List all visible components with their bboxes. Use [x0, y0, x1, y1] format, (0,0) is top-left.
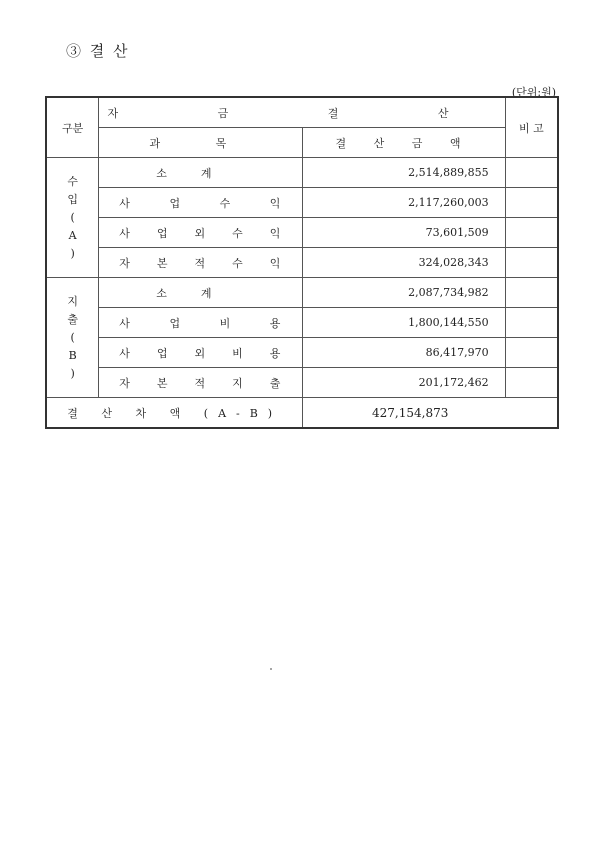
- scan-speck: [270, 668, 272, 670]
- row-item: [99, 338, 303, 368]
- row-amount: 2,514,889,855: [303, 158, 505, 188]
- balance-row: [46, 398, 558, 429]
- row-item-char: 익: [269, 256, 281, 270]
- header-category: 구분: [46, 97, 99, 158]
- row-item-char: 적: [194, 256, 206, 270]
- balance-amount: 427,154,873: [303, 398, 558, 429]
- row-item-char: 업: [169, 316, 181, 330]
- header-item: 과 목: [99, 128, 303, 158]
- side-label-char: (: [70, 210, 75, 224]
- expense-label: [46, 278, 99, 398]
- table-row: [46, 218, 558, 248]
- row-amount: 201,172,462: [303, 368, 505, 398]
- row-item: [99, 218, 303, 248]
- row-amount: 2,087,734,982: [303, 278, 505, 308]
- side-label-char: (: [70, 330, 75, 344]
- row-item-char: 사: [119, 346, 130, 360]
- row-amount: 86,417,970: [303, 338, 505, 368]
- row-item-char: 사: [119, 196, 130, 210]
- row-item-char: 업: [156, 346, 168, 360]
- row-amount: 324,028,343: [303, 248, 505, 278]
- side-label-char: A: [68, 228, 77, 242]
- side-label-char: 출: [67, 312, 78, 326]
- row-item: [99, 308, 303, 338]
- side-label-char: 수: [67, 174, 78, 188]
- row-item-char: 업: [169, 196, 181, 210]
- header-group: 자 금 결 산: [99, 97, 505, 128]
- settlement-table: [45, 96, 559, 429]
- table-row: [46, 188, 558, 218]
- row-item-char: 용: [269, 346, 281, 360]
- table-row: [46, 158, 558, 188]
- row-amount: 2,117,260,003: [303, 188, 505, 218]
- row-item: [99, 188, 303, 218]
- row-note: [505, 338, 558, 368]
- row-note: [505, 158, 558, 188]
- row-item-char: 익: [269, 196, 281, 210]
- row-item: 소계: [99, 158, 303, 188]
- row-item-label: [99, 195, 302, 211]
- row-item-char: 본: [156, 376, 168, 390]
- row-item-char: 사: [119, 316, 130, 330]
- row-item-char: 업: [156, 226, 168, 240]
- side-label-char: 지: [67, 294, 78, 308]
- table-row: [46, 308, 558, 338]
- row-note: [505, 368, 558, 398]
- section-heading: ③ 결 산: [66, 42, 130, 60]
- row-item: [99, 368, 303, 398]
- row-item-char: 익: [269, 226, 281, 240]
- table-row: [46, 338, 558, 368]
- row-item-char: 수: [232, 226, 243, 240]
- header-note: 비 고: [505, 97, 558, 158]
- table-row: [46, 278, 558, 308]
- row-item-char: 비: [232, 346, 243, 360]
- row-item-char: 수: [219, 196, 231, 210]
- row-item: [99, 248, 303, 278]
- row-note: [505, 218, 558, 248]
- row-amount: 73,601,509: [303, 218, 505, 248]
- row-note: [505, 248, 558, 278]
- row-amount: 1,800,144,550: [303, 308, 505, 338]
- row-item-char: 자: [119, 376, 130, 390]
- row-item-char: 적: [194, 376, 206, 390]
- row-item: 소계: [99, 278, 303, 308]
- side-label-char: 입: [67, 192, 78, 206]
- row-item-char: 외: [194, 226, 206, 240]
- side-label-char: ): [70, 366, 75, 380]
- unit-label: (단위:원): [511, 86, 556, 99]
- row-item-char: 외: [194, 346, 206, 360]
- table-row: [46, 248, 558, 278]
- side-label-char: B: [68, 348, 77, 362]
- side-label-char: ): [70, 246, 75, 260]
- income-label: [46, 158, 99, 278]
- row-item-char: 지: [232, 376, 243, 390]
- row-item-label: [99, 255, 302, 271]
- row-item-label: [99, 315, 302, 331]
- table-row: [46, 368, 558, 398]
- row-item-char: 비: [219, 316, 231, 330]
- row-item-label: [99, 375, 302, 391]
- row-item-char: 사: [119, 226, 130, 240]
- row-note: [505, 308, 558, 338]
- row-item-char: 본: [156, 256, 168, 270]
- row-note: [505, 278, 558, 308]
- row-item-char: 자: [119, 256, 130, 270]
- header-amount: 결 산 금 액: [303, 128, 505, 158]
- row-item-label: [99, 225, 302, 241]
- row-item-label: [99, 345, 302, 361]
- row-item-char: 수: [232, 256, 243, 270]
- row-item-char: 용: [269, 316, 281, 330]
- balance-label: 결 산 차 액 (A-B): [46, 398, 303, 429]
- row-item-char: 출: [269, 376, 281, 390]
- row-note: [505, 188, 558, 218]
